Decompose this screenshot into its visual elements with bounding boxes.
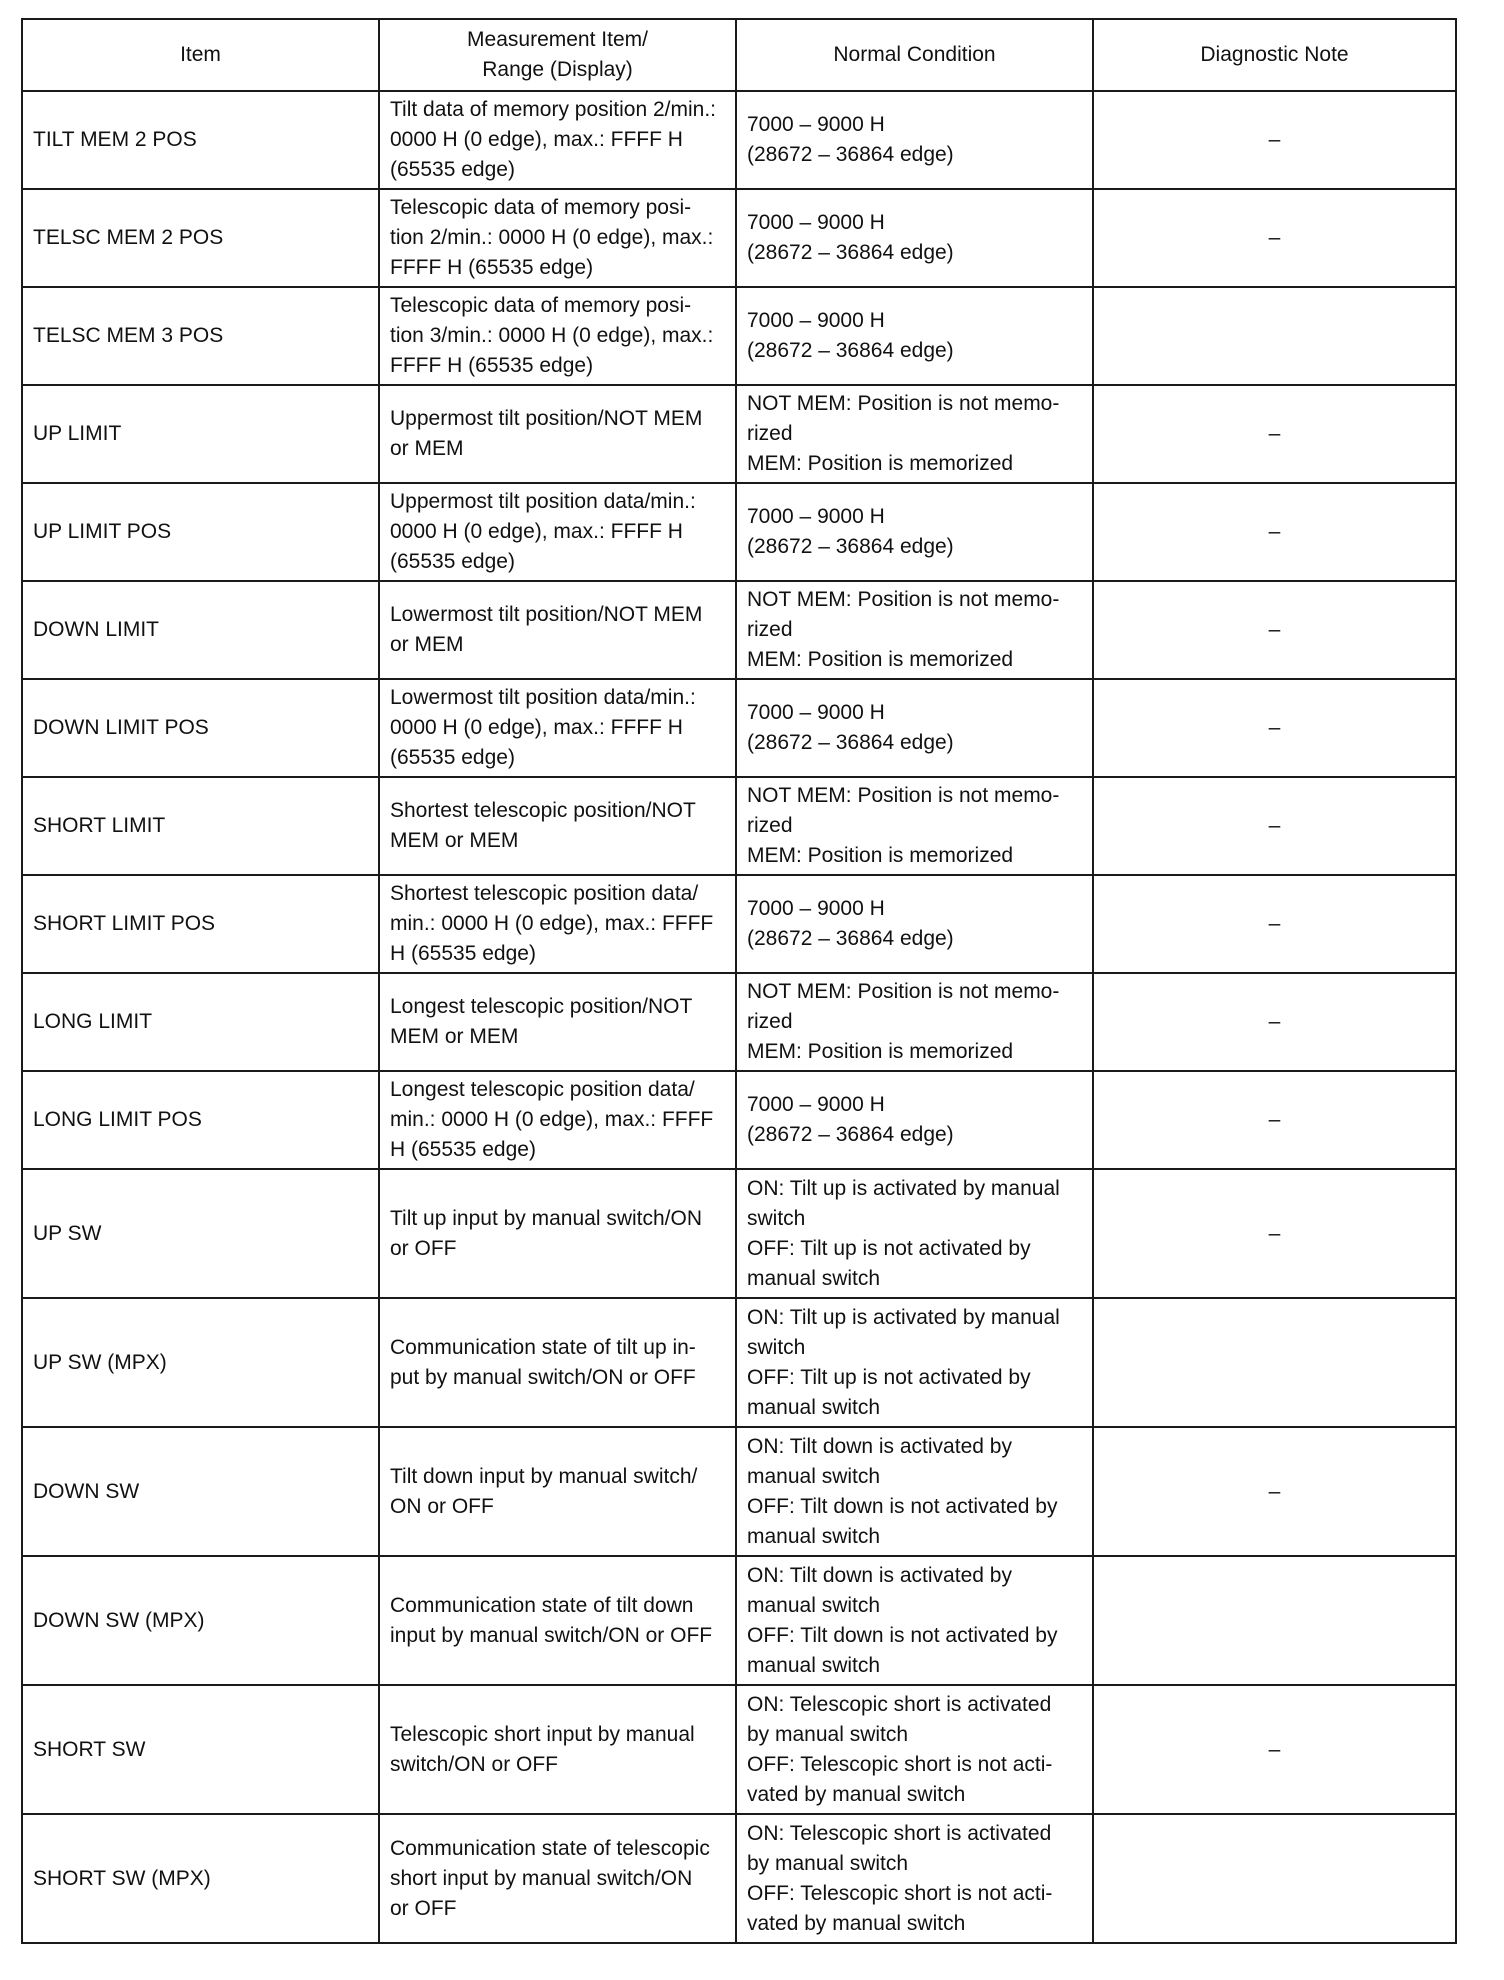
item-cell: TELSC MEM 3 POS <box>22 287 379 385</box>
header-item: Item <box>22 19 379 91</box>
table-row <box>22 1169 1456 1298</box>
measurement-cell: Longest telescopic position/NOT MEM or MEM <box>379 973 736 1071</box>
measurement-cell: Longest telescopic position data/ min.: 0000 H (0 edge), max.: FFFF H (65535 edge) <box>379 1071 736 1169</box>
normal-condition-cell: ON: Tilt down is activated by manual switch OFF: Tilt down is not activated by manual switch <box>736 1427 1093 1556</box>
table-row <box>22 189 1456 287</box>
normal-condition-cell: ON: Telescopic short is activated by manual switch OFF: Telescopic short is not acti- vated by manual switch <box>736 1685 1093 1814</box>
normal-condition-cell: ON: Tilt down is activated by manual switch OFF: Tilt down is not activated by manual switch <box>736 1556 1093 1685</box>
normal-condition-cell: 7000 – 9000 H (28672 – 36864 edge) <box>736 483 1093 581</box>
measurement-cell: Telescopic data of memory posi- tion 2/min.: 0000 H (0 edge), max.: FFFF H (65535 edge) <box>379 189 736 287</box>
item-cell: SHORT SW <box>22 1685 379 1814</box>
table-row <box>22 777 1456 875</box>
diagnostic-note-cell <box>1093 1814 1456 1943</box>
item-cell: TILT MEM 2 POS <box>22 91 379 189</box>
measurement-cell: Communication state of tilt up in- put by manual switch/ON or OFF <box>379 1298 736 1427</box>
diagnostic-note-cell: – <box>1093 1685 1456 1814</box>
normal-condition-cell: 7000 – 9000 H (28672 – 36864 edge) <box>736 189 1093 287</box>
measurement-cell: Uppermost tilt position/NOT MEM or MEM <box>379 385 736 483</box>
table-row <box>22 973 1456 1071</box>
normal-condition-cell: ON: Tilt up is activated by manual switch OFF: Tilt up is not activated by manual switch <box>736 1169 1093 1298</box>
table-row <box>22 287 1456 385</box>
table-row <box>22 483 1456 581</box>
normal-condition-cell: NOT MEM: Position is not memo- rized MEM: Position is memorized <box>736 973 1093 1071</box>
diagnostic-note-cell <box>1093 1298 1456 1427</box>
measurement-cell: Lowermost tilt position data/min.: 0000 H (0 edge), max.: FFFF H (65535 edge) <box>379 679 736 777</box>
normal-condition-cell: ON: Telescopic short is activated by manual switch OFF: Telescopic short is not acti- vated by manual switch <box>736 1814 1093 1943</box>
header-diagnostic-note: Diagnostic Note <box>1093 19 1456 91</box>
table-row <box>22 1814 1456 1943</box>
item-cell: TELSC MEM 2 POS <box>22 189 379 287</box>
diagnostic-note-cell: – <box>1093 679 1456 777</box>
diagnostic-note-cell: – <box>1093 91 1456 189</box>
measurement-cell: Uppermost tilt position data/min.: 0000 H (0 edge), max.: FFFF H (65535 edge) <box>379 483 736 581</box>
diagnostic-note-cell: – <box>1093 483 1456 581</box>
item-cell: LONG LIMIT <box>22 973 379 1071</box>
normal-condition-cell: 7000 – 9000 H (28672 – 36864 edge) <box>736 287 1093 385</box>
header-measurement: Measurement Item/ Range (Display) <box>379 19 736 91</box>
normal-condition-cell: 7000 – 9000 H (28672 – 36864 edge) <box>736 91 1093 189</box>
table-row <box>22 581 1456 679</box>
table-row <box>22 1298 1456 1427</box>
item-cell: DOWN LIMIT POS <box>22 679 379 777</box>
normal-condition-cell: 7000 – 9000 H (28672 – 36864 edge) <box>736 1071 1093 1169</box>
data-list-table <box>21 18 1457 1944</box>
item-cell: UP LIMIT <box>22 385 379 483</box>
measurement-cell: Communication state of telescopic short input by manual switch/ON or OFF <box>379 1814 736 1943</box>
normal-condition-cell: NOT MEM: Position is not memo- rized MEM: Position is memorized <box>736 385 1093 483</box>
measurement-cell: Shortest telescopic position data/ min.: 0000 H (0 edge), max.: FFFF H (65535 edge) <box>379 875 736 973</box>
item-cell: SHORT LIMIT <box>22 777 379 875</box>
item-cell: DOWN LIMIT <box>22 581 379 679</box>
diagnostic-note-cell: – <box>1093 581 1456 679</box>
table-row <box>22 1556 1456 1685</box>
diagnostic-note-cell: – <box>1093 777 1456 875</box>
diagnostic-note-cell: – <box>1093 385 1456 483</box>
table-row <box>22 1685 1456 1814</box>
measurement-cell: Shortest telescopic position/NOT MEM or MEM <box>379 777 736 875</box>
diagnostic-note-cell: – <box>1093 1071 1456 1169</box>
diagnostic-note-cell: – <box>1093 973 1456 1071</box>
item-cell: LONG LIMIT POS <box>22 1071 379 1169</box>
header-row <box>22 19 1456 91</box>
measurement-cell: Tilt down input by manual switch/ ON or OFF <box>379 1427 736 1556</box>
normal-condition-cell: ON: Tilt up is activated by manual switch OFF: Tilt up is not activated by manual switch <box>736 1298 1093 1427</box>
table-row <box>22 385 1456 483</box>
item-cell: SHORT SW (MPX) <box>22 1814 379 1943</box>
item-cell: DOWN SW (MPX) <box>22 1556 379 1685</box>
diagnostic-note-cell: – <box>1093 189 1456 287</box>
table-row <box>22 1071 1456 1169</box>
normal-condition-cell: 7000 – 9000 H (28672 – 36864 edge) <box>736 679 1093 777</box>
normal-condition-cell: NOT MEM: Position is not memo- rized MEM: Position is memorized <box>736 777 1093 875</box>
table-row <box>22 91 1456 189</box>
normal-condition-cell: 7000 – 9000 H (28672 – 36864 edge) <box>736 875 1093 973</box>
measurement-cell: Communication state of tilt down input by manual switch/ON or OFF <box>379 1556 736 1685</box>
table-row <box>22 875 1456 973</box>
diagnostic-note-cell <box>1093 1556 1456 1685</box>
measurement-cell: Tilt up input by manual switch/ON or OFF <box>379 1169 736 1298</box>
diagnostic-note-cell: – <box>1093 1169 1456 1298</box>
measurement-cell: Telescopic short input by manual switch/ON or OFF <box>379 1685 736 1814</box>
table-row <box>22 679 1456 777</box>
item-cell: UP LIMIT POS <box>22 483 379 581</box>
measurement-cell: Tilt data of memory position 2/min.: 0000 H (0 edge), max.: FFFF H (65535 edge) <box>379 91 736 189</box>
item-cell: UP SW <box>22 1169 379 1298</box>
diagnostic-note-cell: – <box>1093 875 1456 973</box>
diagnostic-note-cell <box>1093 287 1456 385</box>
item-cell: DOWN SW <box>22 1427 379 1556</box>
header-normal-condition: Normal Condition <box>736 19 1093 91</box>
diagnostic-note-cell: – <box>1093 1427 1456 1556</box>
item-cell: UP SW (MPX) <box>22 1298 379 1427</box>
table-row <box>22 1427 1456 1556</box>
item-cell: SHORT LIMIT POS <box>22 875 379 973</box>
measurement-cell: Telescopic data of memory posi- tion 3/min.: 0000 H (0 edge), max.: FFFF H (65535 edge) <box>379 287 736 385</box>
normal-condition-cell: NOT MEM: Position is not memo- rized MEM: Position is memorized <box>736 581 1093 679</box>
measurement-cell: Lowermost tilt position/NOT MEM or MEM <box>379 581 736 679</box>
